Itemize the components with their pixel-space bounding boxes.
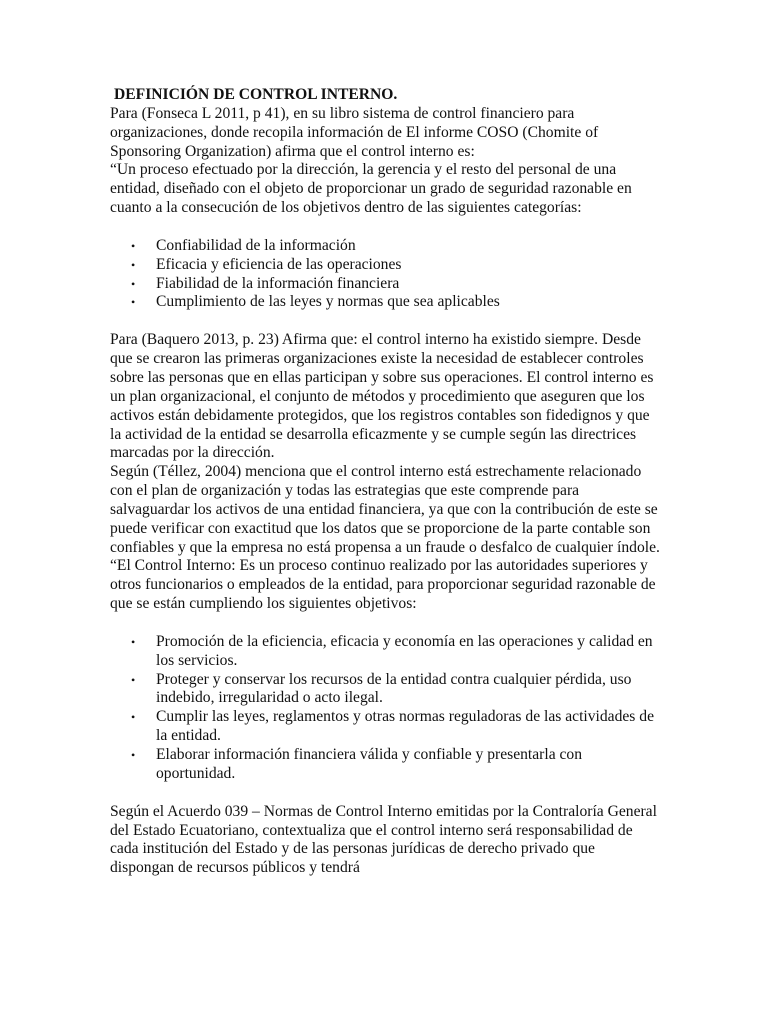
section-heading: DEFINICIÓN DE CONTROL INTERNO. <box>114 86 398 103</box>
paragraph-acuerdo-039: Según el Acuerdo 039 – Normas de Control Interno emitidas por la Contraloría General del Estado Ecuatoriano, contextualiza que el control interno será responsabilidad de cada institución del Estado y de las personas jurídicas de derecho privado que dispongan de recursos públicos y tendrá <box>110 802 657 877</box>
bullet-icon: • <box>131 257 136 272</box>
list-item: • Fiabilidad de la información financiera <box>131 274 400 292</box>
list-item: • Proteger y conservar los recursos de la entidad contra cualquier pérdida, uso indebido, irregularidad o acto ilegal. <box>131 670 632 707</box>
list-item: • Elaborar información financiera válida y confiable y presentarla con oportunidad. <box>131 746 583 782</box>
list-item: • Promoción de la eficiencia, eficacia y economía en las operaciones y calidad en los servicios. <box>131 632 653 669</box>
paragraph-fonseca: Para (Fonseca L 2011, p 41), en su libro sistema de control financiero para organizaciones, donde recopila información de El informe COSO (Chomite of Sponsoring Organization) afirma que el control interno es: <box>110 104 599 160</box>
paragraph-baquero: Para (Baquero 2013, p. 23) Afirma que: el control interno ha existido siempre. Desde que se crearon las primeras organizaciones existe la necesidad de establecer controles sobre las personas que en ellas participan y sobre sus operaciones. El control interno es un plan organizacional, el conjunto de métodos y procedimiento que aseguren que los activos están debidamente protegidos, que los registros contables son fidedignos y que la actividad de la entidad se desarrolla eficazmente y se cumple según las directrices marcadas por la dirección. <box>110 331 654 462</box>
document-page <box>110 86 662 878</box>
control-objectives-list <box>110 633 662 784</box>
bullet-icon: • <box>131 238 136 253</box>
list-item: • Eficacia y eficiencia de las operaciones <box>131 255 402 273</box>
coso-categories-list <box>110 237 662 312</box>
bullet-icon: • <box>131 295 136 310</box>
paragraph-coso-quote: “Un proceso efectuado por la dirección, la gerencia y el resto del personal de una entidad, diseñado con el objeto de proporcionar un grado de seguridad razonable en cuanto a la consecución de los objetivos dentro de las siguientes categorías: <box>110 161 632 217</box>
bullet-icon: • <box>131 710 136 725</box>
list-item: • Cumplimiento de las leyes y normas que sea aplicables <box>131 293 500 311</box>
bullet-icon: • <box>131 748 136 762</box>
paragraph-control-interno-quote: “El Control Interno: Es un proceso continuo realizado por las autoridades superiores y otros funcionarios o empleados de la entidad, para proporcionar seguridad razonable de que se están cumpliendo los siguientes objetivos: <box>110 557 656 613</box>
bullet-icon: • <box>131 634 136 649</box>
paragraph-tellez: Según (Téllez, 2004) menciona que el control interno está estrechamente relacionado con el plan de organización y todas las estrategias que este comprende para salvaguardar los activos de una entidad financiera, ya que con la contribución de este se puede verificar con exactitud que los datos que se proporcione de la parte contable son confiables y que la empresa no está propensa a un fraude o desfalco de cualquier índole. <box>110 463 660 556</box>
bullet-icon: • <box>131 276 136 291</box>
list-item: • Cumplir las leyes, reglamentos y otras normas reguladoras de las actividades de la entidad. <box>131 708 654 745</box>
bullet-icon: • <box>131 672 136 687</box>
list-item: • Confiabilidad de la información <box>131 236 356 254</box>
